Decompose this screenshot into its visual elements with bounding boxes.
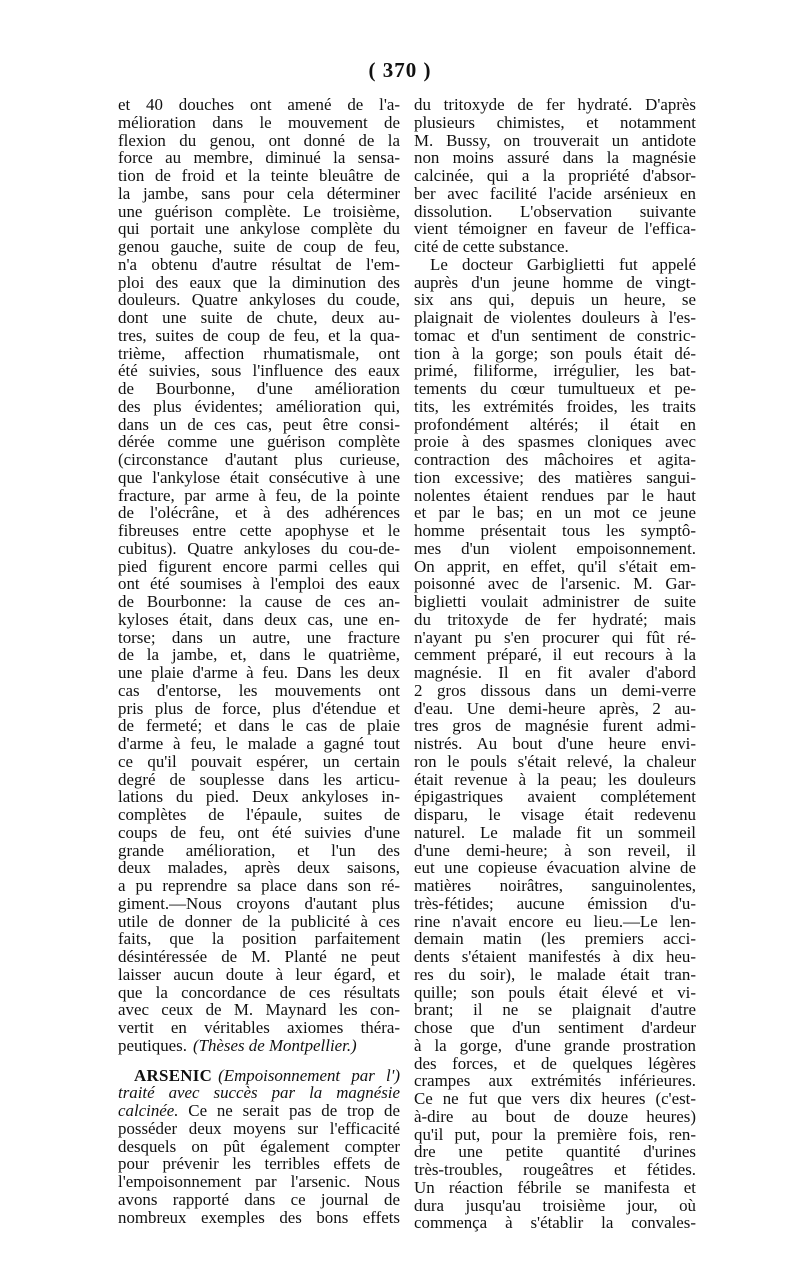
text-line: dura jusqu'au troisième jour, où: [414, 1195, 696, 1215]
text-line: laisser aucun doute à leur égard, et: [118, 964, 400, 984]
text-line: desquels on pût également compter: [118, 1136, 400, 1156]
text-line: nistrés. Au bout d'une heure envi-: [414, 734, 696, 753]
text-line: posséder deux moyens sur l'efficacité: [118, 1118, 400, 1138]
text-line: ce qu'il pouvait espérer, un certain: [118, 751, 400, 771]
text-line: tements du cœur tumultueux et pe-: [414, 379, 696, 398]
text-line: poisonné avec de l'arsenic. M. Gar-: [414, 574, 696, 594]
heading-subtitle: (Empoisonnement par l'): [218, 1065, 400, 1085]
text-line: (circonstance d'autant plus curieuse,: [118, 450, 400, 469]
text-line: très-troubles, rougeâtres et fétides.: [414, 1160, 696, 1179]
text-line: pris plus de force, plus d'étendue et: [118, 698, 400, 718]
text-line: que l'ankylose était consécutive à une: [118, 467, 400, 487]
text-line: force au membre, diminué la sensa-: [118, 148, 400, 168]
text-line: crampes aux extrémités inférieures.: [414, 1071, 696, 1091]
text-line: grande amélioration, et l'un des: [118, 840, 400, 860]
text-line: Le docteur Garbiglietti fut appelé: [430, 254, 696, 274]
text-line: naturel. Le malade fit un sommeil: [414, 822, 696, 842]
text-line: a pu reprendre sa place dans son ré-: [118, 876, 400, 895]
text-line: que la concordance de ces résultats: [118, 982, 400, 1002]
text-line: six ans qui, depuis un heure, se: [414, 290, 696, 310]
text-line: coups de feu, ont été suivies d'une: [118, 822, 400, 842]
text-line: giment.—Nous croyons d'autant plus: [118, 893, 400, 913]
text-line: des plus évidentes; amélioration qui,: [118, 396, 400, 416]
text-line: des forces, et de quelques légères: [414, 1053, 696, 1073]
text-line: fibreuses entre cette apophyse et le: [118, 521, 400, 540]
citation: (Thèses de Montpellier.): [192, 1035, 357, 1055]
text-line: complètes de l'épaule, suites de: [118, 805, 400, 824]
paragraph-start: Ce ne serait pas de trop de: [178, 1101, 400, 1120]
text-line: de l'olécrâne, et à des adhérences: [118, 503, 400, 523]
text-line: mélioration dans le mouvement de: [118, 112, 400, 132]
text-line: faits, que la position parfaitement: [118, 929, 400, 949]
text-line: vertit en véritables axiomes théra-: [118, 1018, 400, 1037]
text-line: On apprit, en effet, qu'il s'était em-: [414, 556, 696, 576]
text-line: très-fétides; aucune émission d'u-: [414, 893, 696, 913]
text-line: tion à la gorge; son pouls était dé-: [414, 343, 696, 363]
text-line: tion excessive; des matières sangui-: [414, 467, 696, 487]
text-line: pour prévenir les terribles effets de: [118, 1154, 400, 1174]
text-line: d'eau. Une demi-heure après, 2 au-: [414, 698, 696, 718]
text-line: de Bourbonne: la cause de ces an-: [118, 592, 400, 611]
text-line: vient témoigner en faveur de l'effica-: [414, 219, 696, 239]
text-line: genou gauche, suite de coup de feu,: [118, 237, 400, 256]
text-line: douleurs. Quatre ankyloses du coude,: [118, 290, 400, 310]
text-line: cas d'entorse, les mouvements ont: [118, 680, 400, 700]
paragraph-end: peutiques.: [118, 1035, 187, 1055]
text-line: plusieurs chimistes, et notamment: [414, 112, 696, 132]
text-line: été suivies, sous l'influence des eaux: [118, 361, 400, 381]
text-line: avec ceux de M. Maynard les con-: [118, 1000, 400, 1020]
section-heading: [118, 1067, 400, 1085]
text-line: dre une petite quantité d'urines: [414, 1142, 696, 1162]
page-number: ( 370 ): [368, 58, 432, 82]
text-line: ont été soumises à l'emploi des eaux: [118, 574, 400, 594]
text-line: mes d'un violent empoisonnement.: [414, 538, 696, 558]
text-line: de Bourbonne, d'une amélioration: [118, 379, 400, 398]
text-line: une plaie d'arme à feu. Dans les deux: [118, 663, 400, 682]
text-line: pied figurent encore parmi celles qui: [118, 556, 400, 576]
text-line: plaignait de violentes douleurs à l'es-: [414, 308, 696, 327]
text-line: tomac et d'un sentiment de constric-: [414, 325, 696, 345]
text-line: qu'il put, pour la première fois, ren-: [414, 1124, 696, 1144]
text-line: commença à s'établir la convales-: [414, 1213, 696, 1233]
text-line: matières noirâtres, sanguinolentes,: [414, 876, 696, 895]
text-line: res du soir), le malade était tran-: [414, 964, 696, 984]
text-line: torse; dans un autre, une fracture: [118, 627, 400, 647]
text-line: n'a obtenu d'autre résultat de l'em-: [118, 254, 400, 274]
text-line: Un réaction fébrile se manifesta et: [414, 1177, 696, 1197]
text-line: l'empoisonnement par l'arsenic. Nous: [118, 1172, 400, 1191]
text-line: kyloses était, dans deux cas, une en-: [118, 609, 400, 629]
text-line: tres gros de magnésie furent admi-: [414, 716, 696, 736]
text-line: calcinée, qui a la propriété d'absor-: [414, 166, 696, 185]
text-line: cemment préparé, il eut recours à la: [414, 645, 696, 665]
text-line: dont une suite de chute, deux au-: [118, 308, 400, 327]
text-line: n'ayant pu s'en procurer qui fût ré-: [414, 627, 696, 647]
text-line: dérée comme une guérison complète: [118, 432, 400, 452]
text-line: quille; son pouls était élevé et vi-: [414, 982, 696, 1002]
text-line: tres, suites de coup de feu, et la qua-: [118, 325, 400, 345]
text-line: brant; il ne se plaignait d'autre: [414, 1000, 696, 1020]
text-line: était revenue à la peau; les douleurs: [414, 769, 696, 789]
text-line: utile de donner de la publicité à ces: [118, 911, 400, 931]
text-line: à la gorge, d'une grande prostration: [414, 1035, 696, 1055]
text-line: d'arme à feu, le malade a gagné tout: [118, 734, 400, 753]
text-line: degré de souplesse dans les articu-: [118, 769, 400, 789]
text-line: [118, 1037, 400, 1055]
text-line: dents s'étaient manifestés à dix heu-: [414, 947, 696, 966]
text-line: rine n'avait encore eu lieu.—Le len-: [414, 911, 696, 931]
heading-continuation: traité avec succès par la magnésie: [118, 1083, 400, 1103]
text-line: flexion du genou, ont donné de la: [118, 130, 400, 150]
heading-word: ARSENIC: [134, 1065, 213, 1085]
text-line: et 40 douches ont amené de l'a-: [118, 95, 400, 114]
text-line: contraction des mâchoires et agita-: [414, 450, 696, 469]
text-line: qui portait une ankylose complète du: [118, 219, 400, 239]
text-line: dans un de ces cas, peut être consi-: [118, 414, 400, 434]
text-line: trième, affection rhumatismale, ont: [118, 343, 400, 363]
text-line: M. Bussy, on trouverait un antidote: [414, 130, 696, 150]
text-line: primé, filiforme, irrégulier, les bat-: [414, 361, 696, 381]
text-line: du tritoxyde de fer hydraté. D'après: [414, 95, 696, 114]
text-line: tits, les extrémités froides, les traits: [414, 396, 696, 416]
text-line: auprès d'un jeune homme de vingt-: [414, 272, 696, 292]
text-line: profondément altérés; il était en: [414, 414, 696, 434]
text-line: tion de froid et la teinte bleuâtre de: [118, 166, 400, 185]
text-line: cité de cette substance.: [414, 237, 569, 256]
text-line: avons rapporté dans ce journal de: [118, 1189, 400, 1209]
text-line: magnésie. Il en fit avaler d'abord: [414, 663, 696, 682]
heading-end: calcinée.: [118, 1101, 179, 1120]
right-column: [414, 96, 696, 1232]
text-line: biglietti voulait administrer de suite: [414, 592, 696, 611]
text-line: 2 gros dissous dans un demi-verre: [414, 680, 696, 700]
text-line: à-dire au bout de douze heures): [414, 1106, 696, 1126]
text-line: ber avec facilité l'acide arsénieux en: [414, 183, 696, 203]
text-line: la jambe, sans pour cela déterminer: [118, 183, 400, 203]
text-line: d'une demi-heure; à son reveil, il: [414, 840, 696, 860]
text-line: [118, 1102, 400, 1120]
text-line: lations du pied. Deux ankyloses in-: [118, 787, 400, 807]
text-line: de fermeté; et dans le cas de plaie: [118, 716, 400, 736]
text-line: épigastriques avaient complétement: [414, 787, 696, 807]
text-line: ploi des eaux que la diminution des: [118, 272, 400, 292]
text-line: cubitus). Quatre ankyloses du cou-de-: [118, 538, 400, 558]
text-line: de la jambe, et, dans le quatrième,: [118, 645, 400, 665]
text-line: dissolution. L'observation suivante: [414, 201, 696, 221]
left-column: [118, 96, 400, 1226]
text-line: une guérison complète. Le troisième,: [118, 201, 400, 221]
text-line: homme présentait tous les symptô-: [414, 521, 696, 540]
text-line: Ce ne fut que vers dix heures (c'est-: [414, 1089, 696, 1108]
text-line: nolentes étaient rendues par le haut: [414, 485, 696, 505]
text-line: proie à des spasmes cloniques avec: [414, 432, 696, 452]
text-line: nombreux exemples des bons effets: [118, 1207, 400, 1227]
text-line: disparu, le visage était redevenu: [414, 805, 696, 824]
text-line: demain matin (les premiers acci-: [414, 929, 696, 949]
text-line: et par le bas; en un mot ce jeune: [414, 503, 696, 523]
text-line: désintéressée de M. Planté ne peut: [118, 947, 400, 966]
text-line: du tritoxyde de fer hydraté; mais: [414, 609, 696, 629]
text-line: eut une copieuse évacuation alvine de: [414, 858, 696, 878]
text-line: non moins assuré dans la magnésie: [414, 148, 696, 168]
text-line: chose que d'un sentiment d'ardeur: [414, 1018, 696, 1037]
text-line: fracture, par arme à feu, de la pointe: [118, 485, 400, 505]
text-line: deux malades, après deux saisons,: [118, 858, 400, 878]
text-line: ron le pouls s'était relevé, la chaleur: [414, 751, 696, 771]
